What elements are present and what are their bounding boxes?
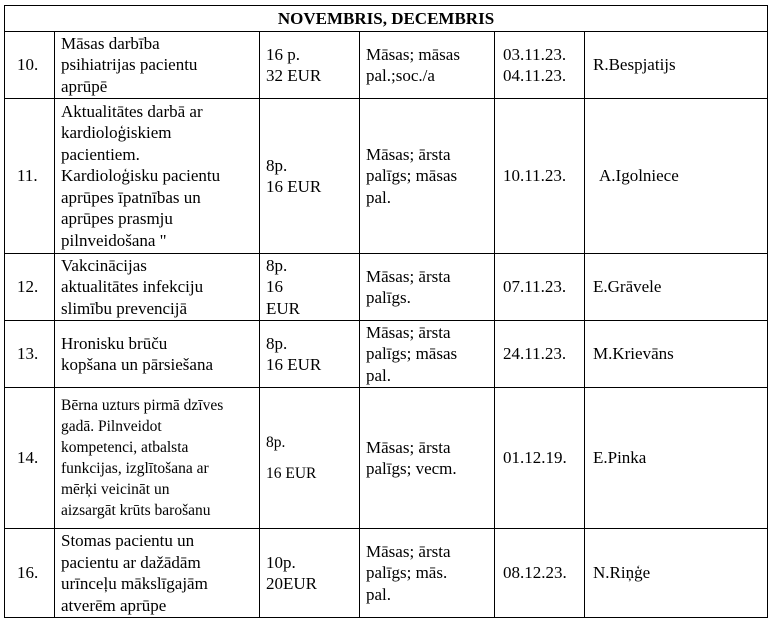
audience-line: palīgs; māsas	[366, 344, 458, 364]
date-line: 01.12.19.	[503, 448, 567, 468]
course-dates	[495, 99, 585, 254]
course-title-line: urīnceļu mākslīgajām	[61, 574, 208, 593]
course-lecturer: M.Krievāns	[585, 321, 768, 388]
course-lecturer: N.Riņģe	[585, 529, 768, 618]
price-line: EUR	[266, 298, 300, 318]
course-title-line: kardioloģiskiem	[61, 123, 172, 143]
course-title-line: aprūpes īpatnības un	[61, 187, 201, 207]
price-line: 16	[266, 277, 283, 297]
price-line: 8p.	[266, 255, 288, 275]
price-line: 16 EUR	[266, 355, 322, 374]
course-title-line: pilnveidošana "	[61, 230, 167, 250]
course-lecturer: E.Grāvele	[585, 254, 768, 321]
date-line: 08.12.23.	[503, 563, 567, 583]
course-title	[55, 388, 260, 529]
course-title-line: Aktualitātes darbā ar	[61, 101, 203, 121]
course-title-line: aprūpes prasmju	[61, 209, 173, 229]
table-row	[5, 529, 768, 618]
course-title-line: Vakcinācijas	[61, 255, 147, 275]
course-dates	[495, 388, 585, 529]
course-title-line: slimību prevencijā	[61, 298, 188, 318]
course-dates	[495, 529, 585, 618]
price-line: 20EUR	[266, 574, 317, 593]
course-audience	[360, 529, 495, 618]
audience-line: pal.	[366, 187, 392, 207]
table-row	[5, 388, 768, 529]
course-lecturer: A.Igolniece	[585, 99, 768, 254]
course-lecturer: E.Pinka	[585, 388, 768, 529]
audience-line: Māsas; ārsta	[366, 322, 451, 342]
course-title	[55, 254, 260, 321]
course-title-line: Māsas darbība	[61, 33, 160, 53]
course-title-line: atverēm aprūpe	[61, 595, 167, 615]
table-row	[5, 321, 768, 388]
course-title	[55, 99, 260, 254]
course-title-line: pacientu ar dažādām	[61, 552, 201, 572]
table-row	[5, 99, 768, 254]
audience-line: palīgs; vecm.	[366, 459, 457, 478]
course-audience	[360, 99, 495, 254]
course-lecturer: R.Bespjatijs	[585, 32, 768, 99]
course-audience	[360, 321, 495, 388]
course-audience	[360, 32, 495, 99]
row-number: 10.	[5, 32, 55, 99]
row-number: 12.	[5, 254, 55, 321]
course-price	[260, 321, 360, 388]
audience-line: Māsas; ārsta	[366, 541, 451, 561]
row-number: 13.	[5, 321, 55, 388]
course-title-line: Hronisku brūču	[61, 333, 168, 353]
course-audience	[360, 254, 495, 321]
date-line: 03.11.23.	[503, 44, 567, 64]
course-dates	[495, 254, 585, 321]
audience-line: Māsas; ārsta	[366, 144, 451, 164]
price-line: 10p.	[266, 552, 296, 572]
date-line: 24.11.23.	[503, 344, 567, 364]
audience-line: pal.	[366, 365, 392, 385]
date-line: 07.11.23.	[503, 277, 567, 297]
price-line: 8p.	[266, 333, 288, 353]
course-title-line: aprūpē	[61, 76, 108, 96]
audience-line: Māsas; ārsta	[366, 266, 451, 286]
course-title-line: kopšana un pārsiešana	[61, 355, 214, 374]
table-row	[5, 32, 768, 99]
audience-line: pal.;soc./a	[366, 66, 435, 85]
course-title-line: psihiatrijas pacientu	[61, 55, 198, 75]
audience-line: Māsas; māsas	[366, 44, 460, 64]
row-number: 11.	[5, 99, 55, 254]
course-price	[260, 388, 360, 529]
date-line: 10.11.23.	[503, 166, 567, 186]
price-line: 8p.	[266, 155, 288, 175]
course-title	[55, 321, 260, 388]
price-line: 16 EUR	[266, 465, 317, 482]
price-line: 8p.	[266, 434, 286, 451]
row-number: 16.	[5, 529, 55, 618]
price-line: 32 EUR	[266, 66, 322, 85]
course-price	[260, 32, 360, 99]
audience-line: Māsas; ārsta	[366, 437, 451, 457]
course-price	[260, 99, 360, 254]
course-schedule-table	[4, 5, 768, 618]
course-title-line: Bērna uzturs pirmā dzīves	[61, 397, 224, 414]
course-title-line: pacientiem.	[61, 144, 140, 164]
date-line: 04.11.23.	[503, 66, 567, 85]
price-line: 16 p.	[266, 44, 300, 64]
audience-line: pal.	[366, 584, 392, 604]
audience-line: palīgs.	[366, 288, 411, 307]
course-title-line: Stomas pacientu un	[61, 531, 195, 550]
course-title-line: Kardioloģisku pacientu	[61, 166, 221, 186]
course-price	[260, 254, 360, 321]
price-spacer	[266, 453, 353, 463]
course-dates	[495, 32, 585, 99]
course-title	[55, 32, 260, 99]
course-title-line: aktualitātes infekciju	[61, 277, 204, 297]
course-price	[260, 529, 360, 618]
course-title-line: kompetenci, atbalsta	[61, 439, 189, 456]
course-title-line: mērķi veicināt un	[61, 481, 170, 498]
table-header-months: NOVEMBRIS, DECEMBRIS	[5, 6, 768, 32]
price-line: 16 EUR	[266, 177, 322, 196]
row-number: 14.	[5, 388, 55, 529]
course-audience	[360, 388, 495, 529]
course-title-line: aizsargāt krūts barošanu	[61, 502, 211, 519]
course-title-line: funkcijas, izglītošana ar	[61, 460, 209, 477]
course-title-line: gadā. Pilnveidot	[61, 418, 162, 435]
audience-line: palīgs; māsas	[366, 166, 458, 186]
course-dates	[495, 321, 585, 388]
course-title	[55, 529, 260, 618]
table-row	[5, 254, 768, 321]
audience-line: palīgs; mās.	[366, 563, 448, 583]
